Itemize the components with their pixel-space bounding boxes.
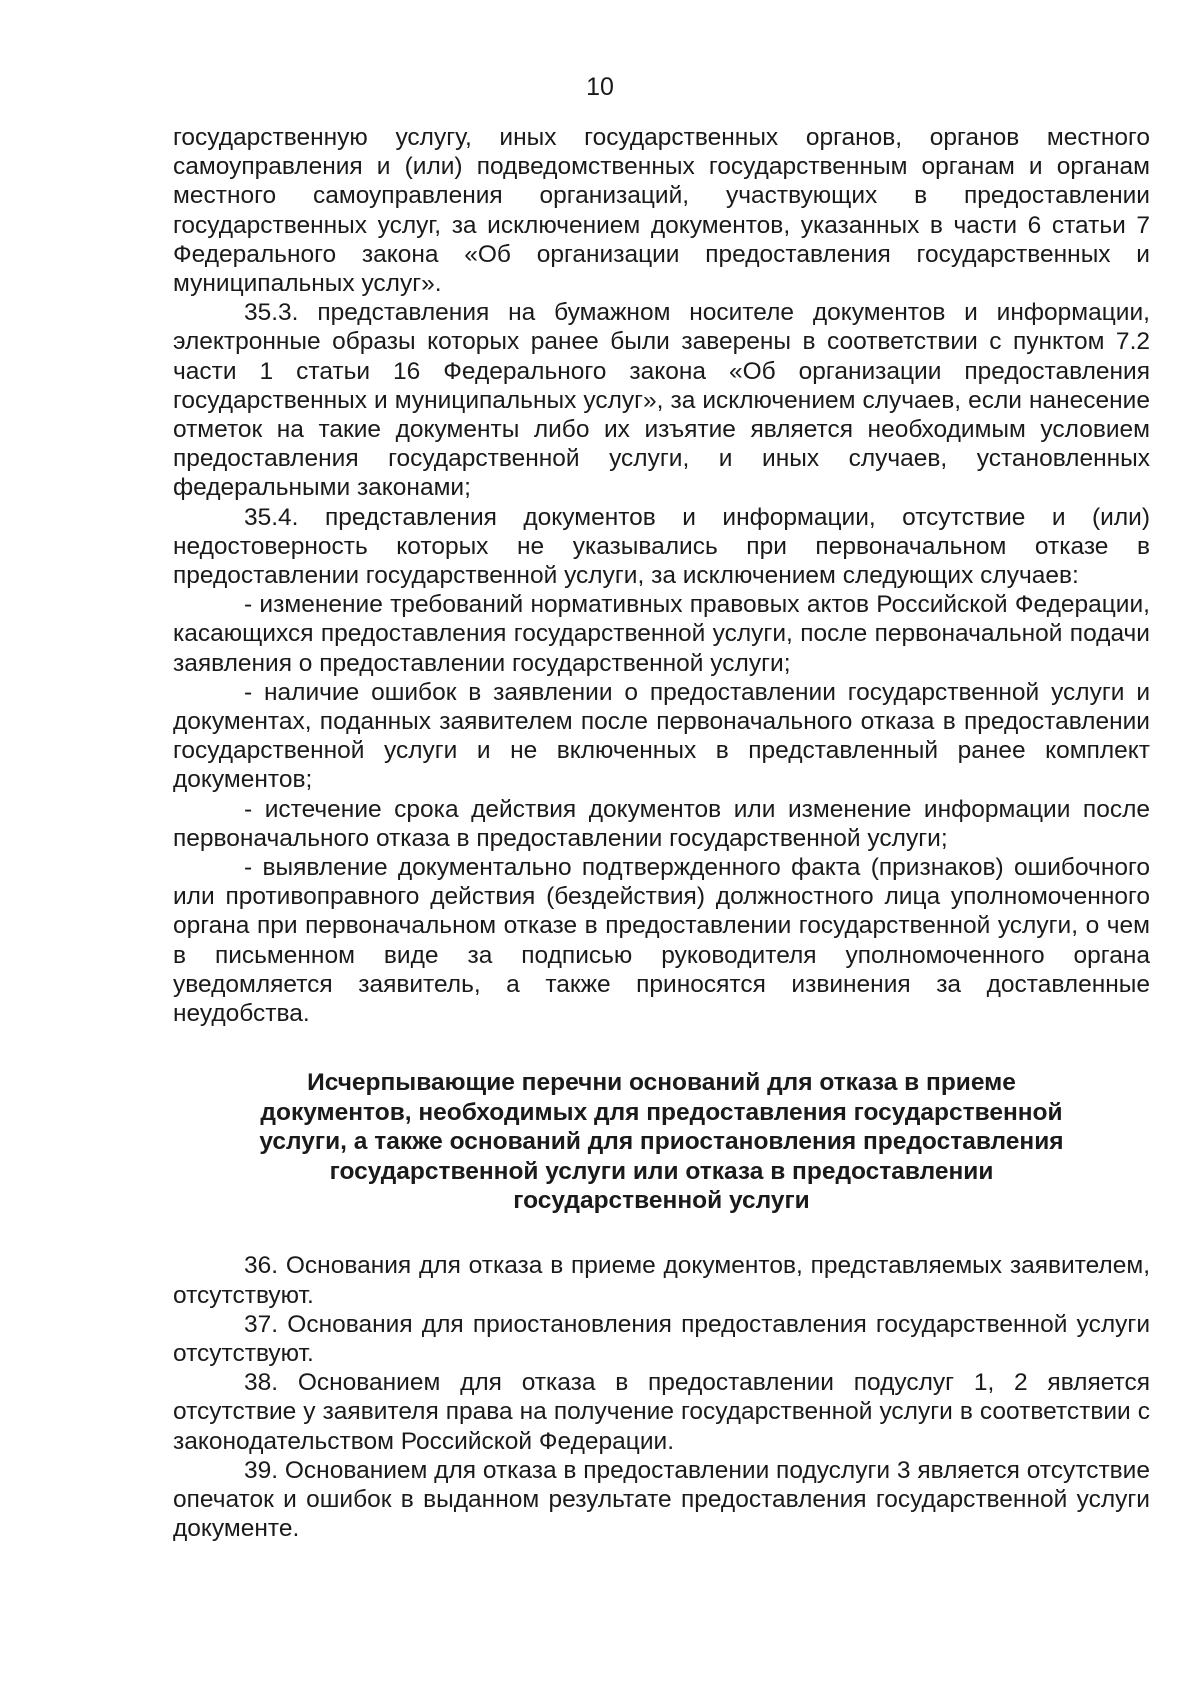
paragraph-continuation: государственную услугу, иных государственных органов, органов местного самоуправления и (или) подведомственных государственным органам и органам местного самоуправления организаций, участвующих в предоставлении государственных услуг, за исключением документов, указанных в части 6 статьи 7 Федерального закона «Об организации предоставления государственных и муниципальных услуг». xyxy=(173,124,1150,298)
paragraph-35-3: 35.3. представления на бумажном носителе документов и информации, электронные образы которых ранее были заверены в соответствии с пунктом 7.2 части 1 статьи 16 Федерального закона «Об организации предоставления государственных и муниципальных услуг», за исключением случаев, если нанесение отметок на такие документы либо их изъятие является необходимым условием предоставления государственной услуги, и иных случаев, установленных федеральными законами; xyxy=(173,299,1150,502)
section-heading-line: документов, необходимых для предоставления государственной xyxy=(260,1098,1063,1126)
paragraph-37: 37. Основания для приостановления предоставления государственной услуги отсутствуют. xyxy=(173,1310,1150,1367)
section-heading-line: государственной услуги xyxy=(513,1186,810,1214)
section-heading-line: Исчерпывающие перечни оснований для отказа в приеме xyxy=(307,1069,1016,1097)
list-item-application-errors: - наличие ошибок в заявлении о предоставлении государственной услуги и документах, поданных заявителем после первоначального отказа в предоставлении государственной услуги и не включенных в представленный ранее комплект документов; xyxy=(173,678,1150,794)
paragraph-35-4: 35.4. представления документов и информации, отсутствие и (или) недостоверность которых не указывались при первоначальном отказе в предоставлении государственной услуги, за исключением следующих случаев: xyxy=(173,503,1150,590)
paragraph-38: 38. Основанием для отказа в предоставлении подуслуг 1, 2 является отсутствие у заявителя права на получение государственной услуги в соответствии с законодательством Российской Федерации. xyxy=(173,1369,1150,1455)
list-item-official-misconduct: - выявление документально подтвержденного факта (признаков) ошибочного или противоправного действия (бездействия) должностного лица уполномоченного органа при первоначальном отказе в предоставлении государственной услуги, о чем в письменном виде за подписью руководителя уполномоченного органа уведомляется заявитель, а также приносятся извинения за доставленные неудобства. xyxy=(173,854,1150,1028)
section-heading-line: государственной услуги или отказа в предоставлении xyxy=(329,1157,994,1185)
section-heading xyxy=(213,1068,1110,1215)
paragraph-39: 39. Основанием для отказа в предоставлении подуслуги 3 является отсутствие опечаток и ошибок в выданном результате предоставления государственной услуги документе. xyxy=(173,1456,1150,1543)
paragraph-36: 36. Основания для отказа в приеме документов, представляемых заявителем, отсутствуют. xyxy=(173,1252,1150,1309)
list-item-document-expiry: - истечение срока действия документов или изменение информации после первоначального отказа в предоставлении государственной услуги; xyxy=(173,795,1150,852)
page-body xyxy=(173,123,1150,1543)
page-number: 10 xyxy=(586,73,614,101)
section-heading-line: услуги, а также оснований для приостановления предоставления xyxy=(259,1128,1064,1156)
list-item-requirements-change: - изменение требований нормативных правовых актов Российской Федерации, касающихся предоставления государственной услуги, после первоначальной подачи заявления о предоставлении государственной услуги; xyxy=(173,591,1150,677)
